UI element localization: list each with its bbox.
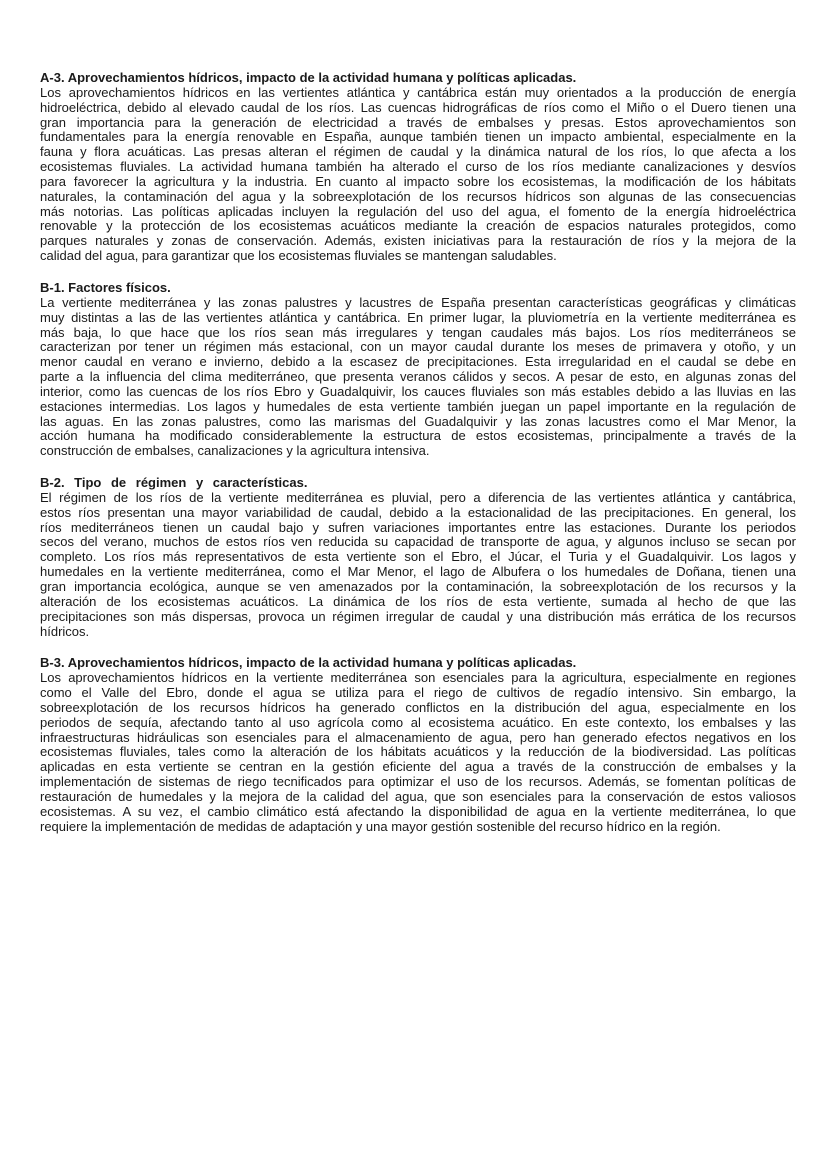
paragraph-line: Los aprovechamientos hídricos en la vertiente mediterránea son esenciales para la agricultura, especialmente en regiones bbox=[40, 670, 796, 686]
section-heading: B-3. Aprovechamientos hídricos, impacto de la actividad humana y políticas aplicadas. bbox=[40, 655, 577, 671]
paragraph-line: aplicadas en esta vertiente se centran en la gestión eficiente del agua a través de la construcción de embalses y la bbox=[40, 759, 796, 775]
paragraph-line: caracterizan por tener un régimen más estacional, con un mayor caudal durante los meses de primavera y otoño, y un bbox=[40, 339, 796, 355]
paragraph-line: más baja, lo que hace que los ríos sean más irregulares y tengan caudales más bajos. Los ríos mediterráneos se bbox=[40, 324, 796, 340]
paragraph-line: completo. Los ríos más representativos de esta vertiente son el Ebro, el Júcar, el Turia y el Guadalquivir. Los lagos y bbox=[40, 549, 796, 565]
paragraph-line: para favorecer la agricultura y la industria. En cuanto al impacto sobre los ecosistemas, la modificación de los hábitats bbox=[40, 173, 796, 189]
paragraph-line: interior, como las cuencas de los ríos Ebro y Guadalquivir, los cauces fluviales son más estables debido a las lluvias en las bbox=[40, 383, 796, 399]
paragraph-line: periodos de sequía, afectando tanto al uso agrícola como al ecosistema acuático. En este contexto, los embalses y las bbox=[40, 714, 796, 730]
section-heading: B-1. Factores físicos. bbox=[40, 279, 171, 295]
paragraph-line: parques naturales y zonas de conservación. Además, existen iniciativas para la restauración de ríos y la mejora de la bbox=[40, 233, 796, 249]
paragraph-line: requiere la implementación de medidas de adaptación y una mayor gestión sostenible del recurso hídrico en la región. bbox=[40, 818, 721, 834]
paragraph-line: infraestructuras hidráulicas son esenciales para el almacenamiento de agua, pero han generado efectos negativos en los bbox=[40, 729, 796, 745]
document-page bbox=[40, 71, 796, 852]
paragraph-line: fauna y flora acuáticas. Las presas alteran el régimen de caudal y la dinámica natural de los ríos, lo que afecta a los bbox=[40, 144, 796, 160]
paragraph-line: El régimen de los ríos de la vertiente mediterránea es pluvial, pero a diferencia de las vertientes atlántica y cantábrica, bbox=[40, 489, 796, 505]
section-a3 bbox=[40, 71, 796, 264]
paragraph-line: secos del verano, muchos de estos ríos ven reducida su capacidad de transporte de agua, y algunos incluso se secan por bbox=[40, 534, 796, 550]
paragraph-line: hidroeléctrica, debido al elevado caudal de los ríos. Las cuencas hidrográficas de ríos como el Miño o el Duero tienen una bbox=[40, 99, 796, 115]
paragraph-line: fundamentales para la energía renovable en España, aunque también tienen un impacto ambiental, especialmente en la bbox=[40, 129, 796, 145]
paragraph-line: precipitaciones son más dispersas, provoca un régimen irregular de caudal y una distribución más errática de los recursos bbox=[40, 608, 796, 624]
paragraph-line: las aguas. En las zonas palustres, como las marismas del Guadalquivir y las zonas lacustres como el Mar Menor, la bbox=[40, 413, 796, 429]
paragraph-line: estaciones intermedias. Los lagos y humedales de esta vertiente también juegan un papel importante en la regulación de bbox=[40, 398, 796, 414]
paragraph-line: estos ríos presentan una mayor variabilidad de caudal, debido a la estacionalidad de las precipitaciones. En general, los bbox=[40, 504, 796, 520]
paragraph-line: renovable y la protección de los ecosistemas acuáticos mediante la creación de espacios naturales protegidos, como bbox=[40, 218, 796, 234]
paragraph-line: ecosistemas fluviales. La actividad humana también ha alterado el curso de los ríos mediante canalizaciones y desvíos bbox=[40, 159, 796, 175]
paragraph-line: humedales en la vertiente mediterránea, como el Mar Menor, el lago de Albufera o los humedales de Doñana, tienen una bbox=[40, 564, 796, 580]
paragraph-line: construcción de embalses, canalizaciones y la agricultura intensiva. bbox=[40, 443, 430, 459]
paragraph-line: hídricos. bbox=[40, 623, 90, 639]
paragraph-line: alteración de los ecosistemas acuáticos. La dinámica de los ríos de esta vertiente, sumada al hecho de que las bbox=[40, 593, 796, 609]
paragraph-line: gran importancia ecológica, aunque se ven amenazados por la contaminación, la sobreexplotación de los recursos y la bbox=[40, 579, 796, 594]
section-b1 bbox=[40, 281, 796, 459]
section-b2 bbox=[40, 476, 796, 639]
paragraph-line: menor caudal en verano e invierno, debido a la escasez de precipitaciones. Esta irregularidad en el caudal se debe en bbox=[40, 354, 796, 370]
paragraph-line: Los aprovechamientos hídricos en las vertientes atlántica y cantábrica están muy orientados a la producción de energía bbox=[40, 84, 796, 100]
paragraph-line: muy distintas a las de las vertientes atlántica y cantábrica. En primer lugar, la pluviometría en la vertiente mediterránea es bbox=[40, 309, 796, 325]
paragraph-line: La vertiente mediterránea y las zonas palustres y lacustres de España presentan características geográficas y climáticas bbox=[40, 294, 796, 310]
paragraph-line: naturales, la contaminación del agua y la sobreexplotación de los recursos hídricos son algunas de las consecuencias bbox=[40, 188, 796, 204]
paragraph-line: acción humana ha modificado considerablemente la estructura de estos ecosistemas, principalmente a través de la bbox=[40, 428, 796, 444]
paragraph-line: ríos mediterráneos tienen un caudal bajo y sufren variaciones importantes entre las estaciones. Durante los periodos bbox=[40, 519, 796, 535]
paragraph-line: gran importancia para la generación de electricidad a través de embalses y presas. Estos aprovechamientos son bbox=[40, 114, 796, 130]
paragraph-line: parte a la influencia del clima mediterráneo, que presenta veranos cálidos y secos. A pesar de esto, en algunas zonas del bbox=[40, 369, 796, 385]
paragraph-line: restauración de humedales y la mejora de la calidad del agua, que son esenciales para la conservación de estos valiosos bbox=[40, 788, 796, 804]
paragraph-line: ecosistemas. A su vez, el cambio climático está afectando la disponibilidad de agua en la vertiente mediterránea, lo que bbox=[40, 803, 796, 819]
paragraph-line: ecosistemas fluviales, tales como la alteración de los hábitats acuáticos y la reducción de la biodiversidad. Las políticas bbox=[40, 744, 796, 760]
section-b3 bbox=[40, 656, 796, 834]
paragraph-line: implementación de sistemas de riego tecnificados para optimizar el uso de los recursos. Además, se fomentan políticas de bbox=[40, 774, 796, 790]
section-heading: A-3. Aprovechamientos hídricos, impacto de la actividad humana y políticas aplicadas. bbox=[40, 70, 577, 85]
paragraph-line: sobreexplotación de los recursos hídricos ha generado conflictos en la distribución del agua, especialmente en los bbox=[40, 699, 796, 715]
paragraph-line: calidad del agua, para garantizar que los ecosistemas fluviales se mantengan saludables. bbox=[40, 248, 557, 264]
paragraph-line: como el Valle del Ebro, donde el agua se utiliza para el riego de cultivos de regadío intensivo. Sin embargo, la bbox=[40, 685, 796, 701]
section-heading: B-2. Tipo de régimen y características. bbox=[40, 475, 308, 491]
paragraph-line: más notorias. Las políticas aplicadas incluyen la regulación del uso del agua, el fomento de la energía hidroeléctrica bbox=[40, 203, 796, 219]
